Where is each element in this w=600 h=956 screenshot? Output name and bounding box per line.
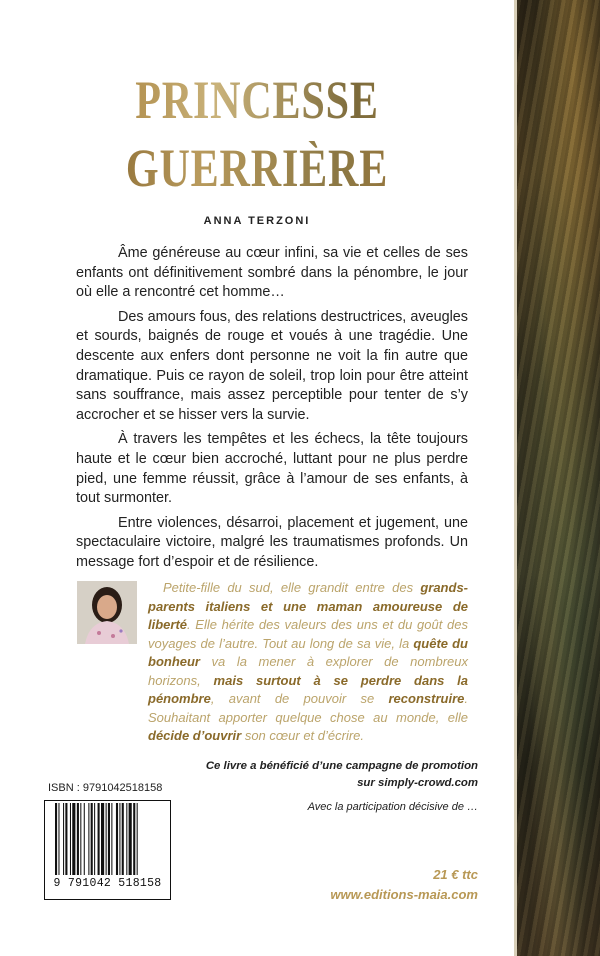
bio-text: son cœur et d’écrire. <box>241 728 365 743</box>
promotion-line: sur simply-crowd.com <box>357 777 478 789</box>
author-name: ANNA TERZONI <box>203 215 311 227</box>
barcode-bars <box>55 803 165 875</box>
author-bio <box>148 579 468 746</box>
spine-artwork <box>514 0 600 956</box>
participation-notice: Avec la participation décisive de … <box>307 801 478 813</box>
bio-highlight: quête du bonheur <box>148 635 468 669</box>
isbn-label: ISBN : 9791042518158 <box>48 782 163 794</box>
blurb-paragraph: Entre violences, désarroi, placement et jugement, une spectaculaire victoire, malgré les traumatismes profonds. Un message fort d’espoir et de résilience. <box>76 514 468 570</box>
price: 21 € ttc <box>433 867 478 882</box>
back-cover-blurb <box>76 244 468 578</box>
bio-highlight: reconstruire <box>388 691 465 706</box>
promotion-notice <box>180 758 478 792</box>
blurb-paragraph: À travers les tempêtes et les échecs, la tête toujours haute et le cœur bien accroché, luttant pour ne plus perdre pied, une femme réussit, grâce à l’amour de ses enfants, à tout surmonter. <box>76 431 468 507</box>
blurb-paragraph: Âme généreuse au cœur infini, sa vie et celles de ses enfants ont définitivement sombré dans la pénombre, le jour où elle a rencontré cet homme… <box>76 245 468 301</box>
bio-highlight: mais surtout à se perdre dans la pénombre <box>148 672 468 706</box>
spine-edge <box>514 0 517 956</box>
bio-highlight: grands-parents italiens et une maman amoureuse de liberté <box>148 580 468 632</box>
promotion-line: Ce livre a bénéficié d’une campagne de promotion <box>205 760 478 772</box>
barcode <box>44 800 171 900</box>
bio-highlight: décide d’ouvrir <box>148 728 242 743</box>
book-title-line1: PRINCESSE <box>57 73 458 127</box>
bio-text: . Souhaitant apporter quelque chose au monde, elle <box>148 691 468 725</box>
bio-text: Petite-fille du sud, elle grandit entre des <box>163 580 421 595</box>
bio-text: . Elle hérite des valeurs des uns et du goût des voyages de l’autre. Tout au long de sa vie, la <box>148 617 468 651</box>
author-photo <box>77 581 137 644</box>
blurb-paragraph: Des amours fous, des relations destructrices, aveugles et sourds, baignés de rouge et voués à une tragédie. Une descente aux enfers dont personne ne voit la fin autre que dramatique. Puis ce rayon de soleil, trop loin pour être atteint sans souffrance, mais assez perceptible pour tenter de s’y accrocher et se hisser vers la survie. <box>76 308 468 423</box>
bio-text: , avant de pouvoir se <box>210 691 389 706</box>
book-title-line2: GUERRIÈRE <box>57 141 458 195</box>
publisher-website: www.editions-maia.com <box>330 887 478 902</box>
bio-text: va la mener à explorer de nombreux horizons, <box>148 654 468 688</box>
barcode-digits: 9 791042 518158 <box>53 877 162 890</box>
